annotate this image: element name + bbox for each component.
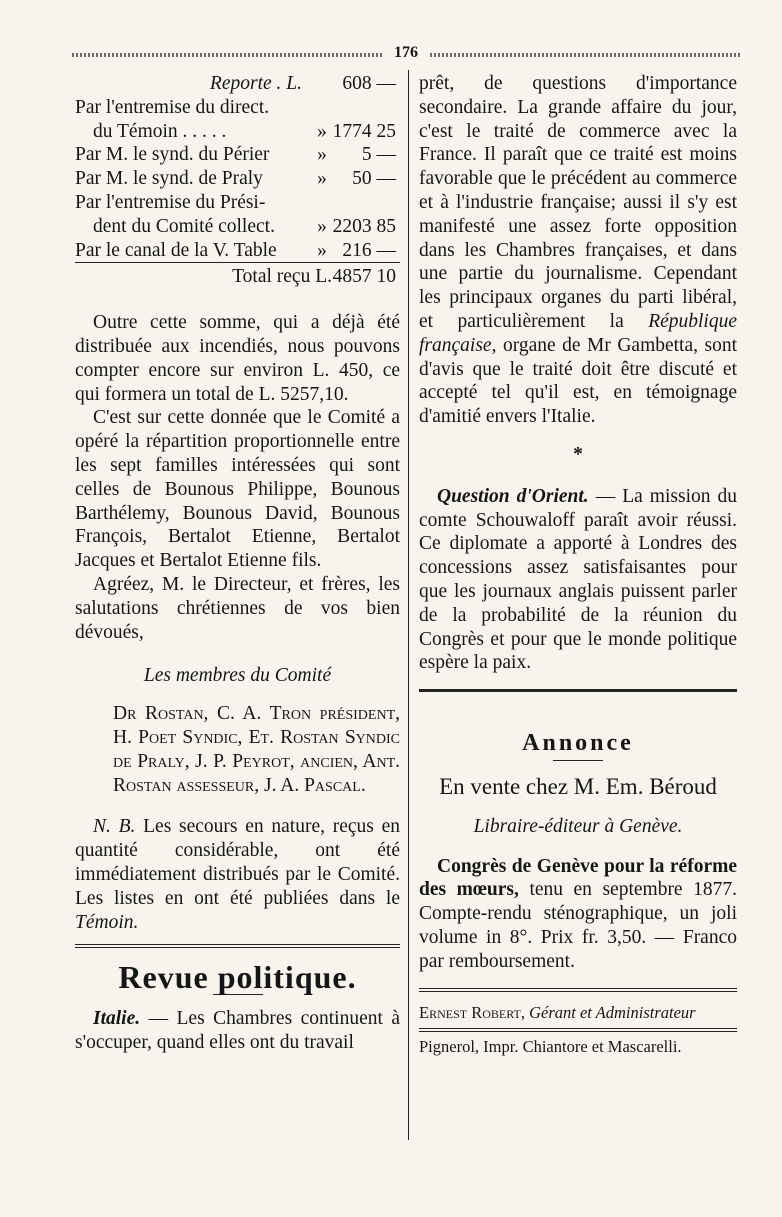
congres-paragraph [419,855,737,974]
page-number: 176 [390,44,422,61]
ledger-ditto: » [317,215,327,237]
signatories [75,702,400,797]
signatories-text: Dr Rostan, C. A. Tron président, H. Poet Syndic, Et. Rostan Syndic de Praly, J. P. Peyrot, ancien, Ant. Rostan assesseur, J. A. Pascal. [113,703,400,796]
ledger-ditto [312,96,332,120]
ledger-ditto: » [317,168,327,190]
footer-rule [419,988,737,992]
paragraph: C'est sur cette donnée que le Comité a opéré la répartition proportionnelle entre les sept familles intéressées qui sont celles de Bounous Philippe, Bounous Barthélemy, Bounous David, Bounous François, Bertalot Etienne, Bertalot Jacques et Bertalot Etienne fils. [75,407,400,572]
ledger-ditto: » [317,120,327,142]
ledger-row [75,191,400,215]
header-ornament-left [72,53,382,57]
italie-paragraph [75,1007,400,1055]
ledger-label: du Témoin . . . . . [93,120,227,142]
ledger-amount: 216 — [342,239,396,261]
gerant-line [419,1002,737,1024]
ledger-amount: 608 — [342,73,396,94]
orient-text: — La mission du comte Schouwaloff paraît avoir réussi. Ce diplomate a apporté à Londres des concessions assez satisfaisantes pour que les journaux anglais puissent parler de la probabilité de la réunion du Congrès et pour que le monde politique espère la paix. [419,485,738,674]
paragraph [419,72,737,429]
ledger-total-amount: 4857 10 [332,263,400,289]
ledger-amount: 2203 85 [332,215,396,237]
ledger-row [75,143,400,167]
ledger-ditto: » [317,239,327,261]
left-column [75,72,400,1055]
ledger-ditto [312,191,332,215]
italie-text: — Les Chambres continuent à s'occuper, quand elles ont du travail [75,1008,400,1053]
orient-paragraph [419,485,737,675]
asterisk-separator: * [573,443,583,465]
paragraph-text: prêt, de questions d'importance secondaire. La grande affaire du jour, c'est le traité de commerce avec la France. Il paraît que ce traité est moins favorable que le précédent au commerce et à l'industrie française; aussi il s'y est manifesté une assez forte opposition dans les Chambres françaises, et dans une partie du journalisme. Cependant les principaux organes du parti libéral, et particulièrement la [419,73,737,332]
ledger-amount [332,96,400,120]
ledger-label: Reporte . L. [209,73,302,94]
annonce-title: Annonce [522,730,634,757]
congres-text: tenu en septembre 1877. Compte-rendu sténographique, un joli volume in 8°. Prix fr. 3,50. — Franco par remboursement. [419,879,737,972]
vente-line: En vente chez M. Em. Béroud [439,773,717,799]
ledger-amount: 5 — [361,144,396,166]
ledger-row [75,72,400,96]
nb-note [75,815,400,934]
right-column [419,72,737,1058]
gerant-name: Ernest Robert, [419,1002,525,1022]
ledger-amount [332,191,400,215]
ledger-row [75,120,400,144]
ledger-label: Par l'entremise du Prési- [75,191,266,213]
ledger-row [75,239,400,263]
ledger-ditto: » [317,144,327,166]
nb-label: N. B. [93,816,136,838]
gerant-role: Gérant et Administrateur [529,1002,696,1022]
ledger-row [75,167,400,191]
ledger-label: Par l'entremise du direct. [75,96,270,118]
footer-rule [419,1028,737,1032]
orient-label: Question d'Orient. [437,485,589,507]
ledger-amount: 50 — [352,168,396,190]
nb-text: Les secours en nature, reçus en quantité considérable, ont été immédiatement distribués par le Comité. Les listes en ont été publiées dans le [75,816,400,909]
ledger-row [75,215,400,239]
donation-ledger [75,72,400,289]
header-ornament-right [430,53,740,57]
ledger-amount: 1774 25 [332,120,396,142]
ledger-row [75,96,400,120]
paragraph: Agréez, M. le Directeur, et frères, les salutations chrétiennes de vos bien dévoués, [75,573,400,643]
paragraph-text: , organe de Mr Gambetta, sont d'avis que le traité doit être discuté et accepté tel qu'il est, en témoignage d'amitié envers l'Italie. [419,334,737,428]
page-header [72,44,740,64]
italie-label: Italie. [93,1008,141,1030]
nb-end: Témoin. [75,911,139,933]
section-rule [419,689,737,692]
ledger-total-row [75,263,400,289]
congres-title: Congrès de Genève pour la réforme des mœurs, [419,855,737,901]
paragraph: Outre cette somme, qui a déjà été distribuée aux incendiés, nous pouvons compter encore sur environ L. 450, ce qui formera un total de L. 5257,10. [75,312,400,405]
ledger-ditto [312,72,332,96]
ledger-label: Par le canal de la V. Table [75,239,277,261]
column-divider [408,70,409,1140]
ledger-total-label: Total reçu L. [75,263,332,289]
section-rule [75,944,400,948]
section-title: Revue politique. [118,959,357,996]
ledger-label: Par M. le synd. du Périer [75,144,270,166]
ledger-label: Par M. le synd. de Praly [75,168,263,190]
libraire-line: Libraire-éditeur à Genève. [473,815,683,837]
newspaper-name: République française [419,310,737,356]
short-rule [553,760,603,761]
imprimerie-line: Pignerol, Impr. Chiantore et Mascarelli. [419,1036,682,1056]
ledger-label: dent du Comité collect. [93,215,275,237]
committee-title: Les membres du Comité [143,665,332,687]
